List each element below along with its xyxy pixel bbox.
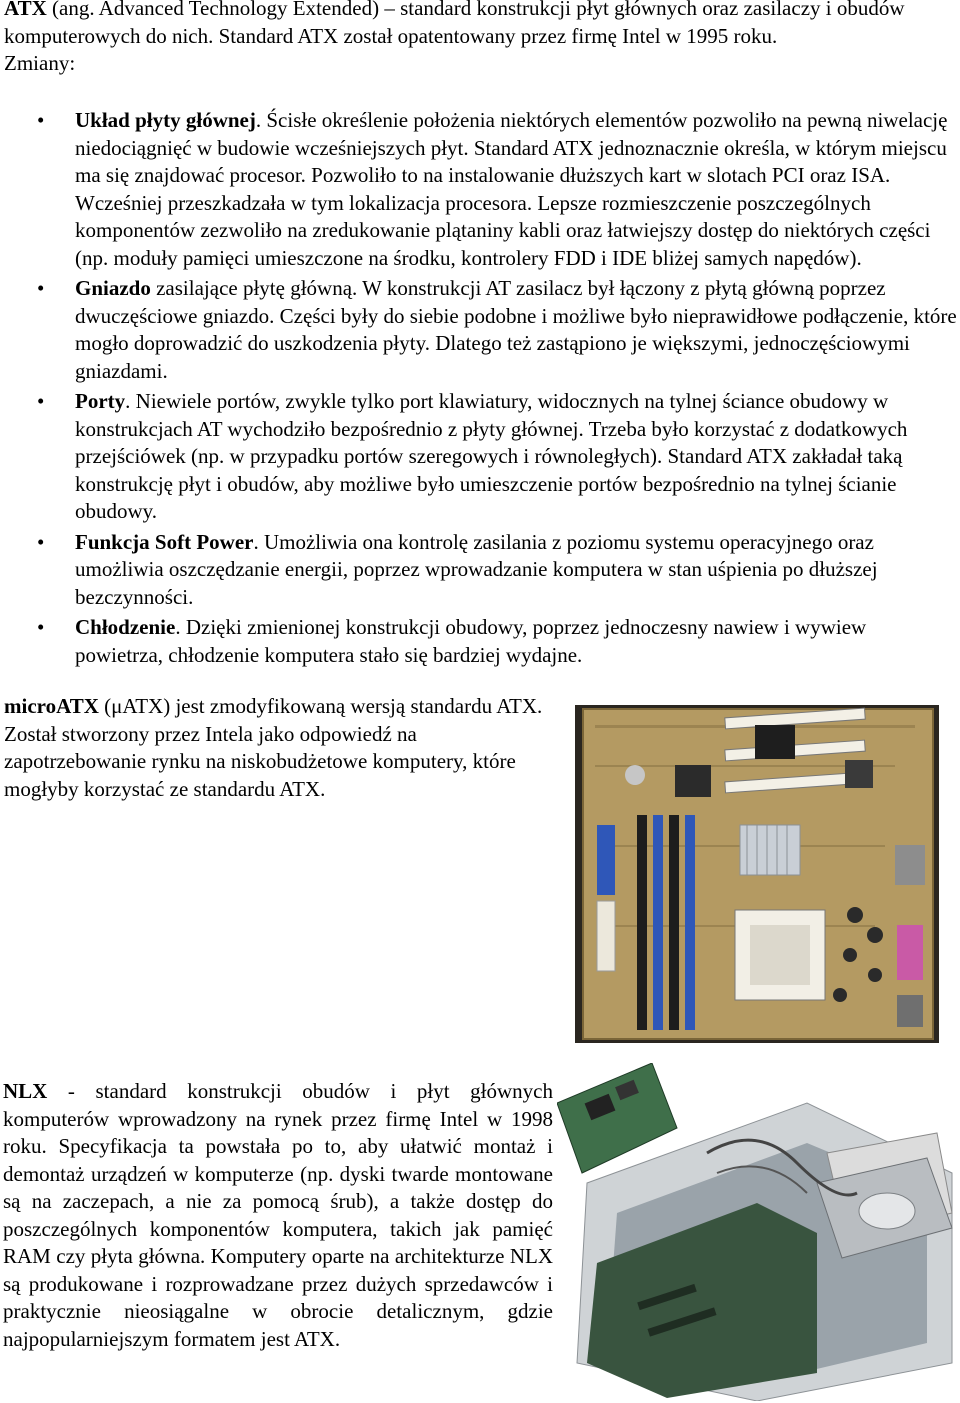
changes-list (0, 107, 958, 669)
list-item (0, 275, 958, 385)
nlx-text: - standard konstrukcji obudów i płyt głównych komputerów wprowadzony na rynek przez firmę Intel w 1998 roku. Specyfikacja ta powstała po to, aby ułatwić montaż i demontaż urządzeń w komputerze (np. dyski twarde montowane są na zaczepach, a nie za pomocą śrub), a także dostęp do poszczególnych komponentów komputera, takich jak pamięć RAM czy płyta główna. Komputery oparte na architekturze NLX są produkowane i rozprowadzane przez dużych sprzedawców i praktycznie nieosiągalne w obrocie detalicznym, gdzie najpopularniejszym formatem jest ATX. (3, 1079, 553, 1351)
list-item-text: . Umożliwia ona kontrolę zasilania z poziomu systemu operacyjnego oraz umożliwia oszczędzanie energii, poprzez wprowadzanie komputera w stan uśpienia po dłuższej bezczynności. (75, 529, 878, 609)
list-item (0, 107, 958, 272)
nlx-paragraph (3, 1078, 553, 1353)
list-item-text: zasilające płytę główną. W konstrukcji AT zasilacz był łączony z płytą główną poprzez dwuczęściowe gniazdo. Części były do siebie podobne i możliwe było nieprawidłowe podłączenie, które mogło doprowadzić do uszkodzenia płyty. Dlatego też zastąpiono je większymi, jednoczęściowymi gniazdami. (75, 276, 957, 383)
bullet: • (37, 108, 45, 132)
list-item-title: Porty (75, 389, 126, 413)
motherboard-photo (575, 705, 939, 1043)
list-item-text: . Ścisłe określenie położenia niektórych elementów pozwoliło na pewną niwelację niedociągnięć w budowie wcześniejszych płyt. Standard ATX jednoznacznie określa, w którym miejscu ma się znajdować procesor. Pozwoliło to na instalowanie dłuższych kart w slotach PCI oraz ISA. Wcześniej przeszkadzała w tym lokalizacja procesora. Lepsze rozmieszczenie poszczególnych komponentów zezwoliło na zredukowanie plątaniny kabli oraz łatwiejszy dostęp do niektórych części (np. moduły pamięci umieszczone na środku, kontrolery FDD i IDE bliżej samych napędów). (75, 108, 948, 270)
microatx-text: (μATX) jest zmodyfikowaną wersją standardu ATX. Został stworzony przez Intela jako odpowiedź na zapotrzebowanie rynku na niskobudżetowe komputery, które mogłyby korzystać ze standardu ATX. (4, 694, 543, 801)
list-item-title: Chłodzenie (75, 615, 176, 639)
motherboard-illustration (575, 705, 939, 1043)
list-item (0, 529, 958, 612)
microatx-paragraph (4, 693, 564, 803)
list-item-title: Gniazdo (75, 276, 151, 300)
bullet: • (37, 389, 45, 413)
bullet: • (37, 615, 45, 639)
list-item-title: Funkcja Soft Power (75, 529, 254, 554)
changes-label: Zmiany: (4, 51, 76, 75)
list-item-title: Układ płyty głównej (75, 108, 256, 132)
list-item (0, 614, 958, 669)
nlx-case-illustration (557, 1063, 958, 1401)
microatx-term: microATX (4, 694, 99, 718)
nlx-term: NLX (3, 1079, 48, 1103)
bullet: • (37, 529, 45, 554)
bullet: • (37, 276, 45, 300)
list-item-text: . Niewiele portów, zwykle tylko port klawiatury, widocznych na tylnej ściance obudowy w konstrukcjach AT wychodziło bezpośrednio z płyty głównej. Trzeba było korzystać z dodatkowych przejściówek (np. w przypadku portów szeregowych i równoległych). Standard ATX zakładał taką konstrukcję płyt i obudów, aby możliwe było umieszczenie portów bezpośrednio na tylnej ścianie obudowy. (75, 389, 908, 523)
intro-text: (ang. Advanced Technology Extended) – standard konstrukcji płyt głównych oraz zasilaczy i obudów komputerowych do nich. Standard ATX został opatentowany przez firmę Intel w 1995 roku. (4, 0, 905, 48)
nlx-case-photo (557, 1063, 958, 1401)
atx-term: ATX (4, 0, 47, 20)
list-item (0, 388, 958, 526)
list-item-text: . Dzięki zmienionej konstrukcji obudowy, poprzez jednoczesny nawiew i wywiew powietrza, chłodzenie komputera stało się bardziej wydajne. (75, 615, 867, 667)
intro-paragraph (4, 0, 954, 78)
